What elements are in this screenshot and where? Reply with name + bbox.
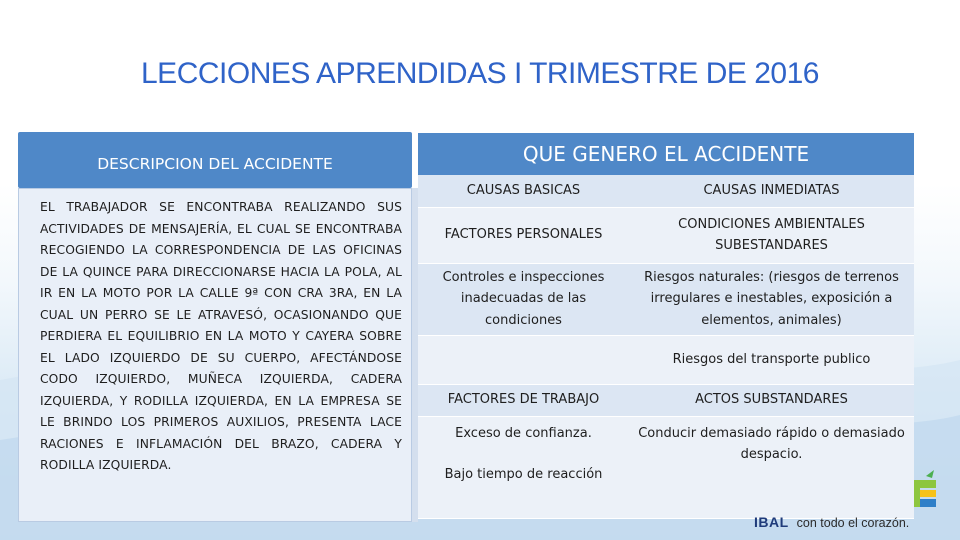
description-header: DESCRIPCION DEL ACCIDENTE <box>18 132 412 188</box>
cell-overconfidence: Exceso de confianza. <box>455 425 592 441</box>
cell-personal-factors: FACTORES PERSONALES <box>418 207 629 263</box>
page-title: LECCIONES APRENDIDAS I TRIMESTRE DE 2016 <box>141 57 819 90</box>
logo-text <box>754 514 909 530</box>
col-header-basic-causes: CAUSAS BASICAS <box>418 175 629 207</box>
table-row <box>418 175 914 207</box>
cell-empty <box>418 335 629 384</box>
cell-driving: Conducir demasiado rápido o demasiado despacio. <box>629 416 914 518</box>
table-row <box>418 207 914 263</box>
table-row <box>418 263 914 335</box>
causes-table <box>418 175 914 519</box>
cell-reaction-time: Bajo tiempo de reacción <box>444 467 603 482</box>
cell-natural-risks: Riesgos naturales: (riesgos de terrenos irregulares e inestables, exposición a elementos, animales) <box>629 263 914 335</box>
description-text: EL TRABAJADOR SE ENCONTRABA REALIZANDO SUS ACTIVIDADES DE MENSAJERÍA, EL CUAL SE ENCONTRABA RECOGIENDO LA CORRESPONDENCIA DE LAS OFICINAS DE LA QUINCE PARA DIRECCIONARSE HACIA LA POLA, AL IR EN LA MOTO POR LA CALLE 9ª CON CRA 3RA, EN LA CUAL UN PERRO SE LE ATRAVESÓ, OCASIONANDO QUE PERDIERA EL EQUILIBRIO EN LA MOTO Y CAYERA SOBRE EL LADO IZQUIERDO DE SU CUERPO, AFECTÁNDOSE CODO IZQUIERDO, MUÑECA IZQUIERDA, CADERA IZQUIERDA, Y RODILLA IZQUIERDA, EN LA EMPRESA SE LE BRINDO LOS PRIMEROS AUXILIOS, PRESENTA LACE RACIONES E INFLAMACIÓN DEL BRAZO, CADERA Y RODILLA IZQUIERDA. <box>18 188 412 522</box>
cell-environmental-conditions: CONDICIONES AMBIENTALES SUBESTANDARES <box>629 207 914 263</box>
cell-controls: Controles e inspecciones inadecuadas de las condiciones <box>418 263 629 335</box>
col-header-immediate-causes: CAUSAS INMEDIATAS <box>629 175 914 207</box>
company-logo <box>738 470 960 540</box>
cell-transport-risks: Riesgos del transporte publico <box>629 335 914 384</box>
cell-work-factor-items <box>418 416 629 518</box>
logo-tagline: con todo el corazón. <box>796 516 910 530</box>
table-row <box>418 384 914 416</box>
causes-header: QUE GENERO EL ACCIDENTE <box>418 133 914 175</box>
logo-mark-icon <box>912 470 940 516</box>
logo-brand: IBAL <box>754 514 789 530</box>
cell-substandard-acts: ACTOS SUBSTANDARES <box>629 384 914 416</box>
cell-work-factors: FACTORES DE TRABAJO <box>418 384 629 416</box>
table-row <box>418 335 914 384</box>
